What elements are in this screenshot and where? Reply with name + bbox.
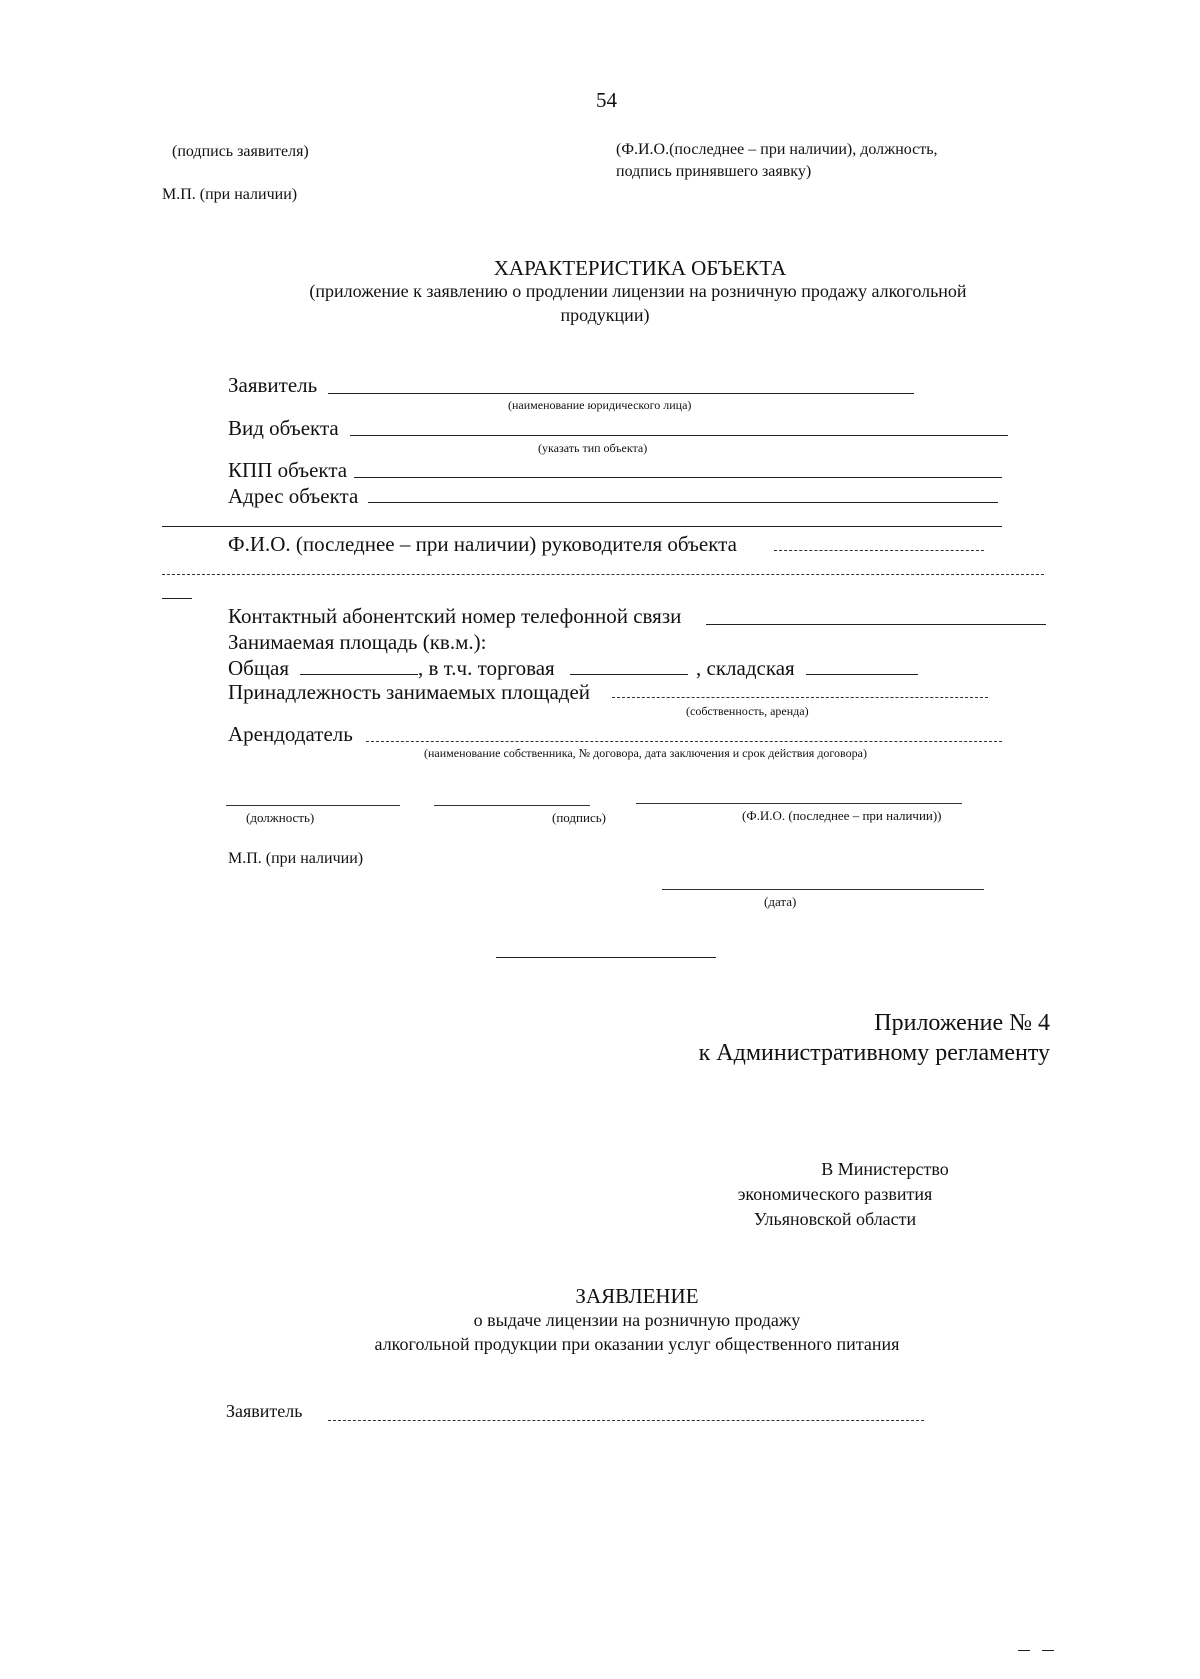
appendix-line2: к Административному регламенту — [698, 1040, 1050, 1066]
address-label: Адрес объекта — [228, 484, 359, 508]
phone-label: Контактный абонентский номер телефонной связи — [228, 604, 682, 628]
signature-line[interactable] — [434, 805, 590, 806]
object-type-line[interactable] — [350, 435, 1008, 436]
receiver-caption-line2: подпись принявшего заявку) — [616, 163, 812, 180]
addressee-line2: экономического развития — [737, 1184, 933, 1204]
address-line[interactable] — [368, 502, 998, 503]
area-trade-line[interactable] — [570, 674, 688, 675]
position-line[interactable] — [226, 805, 400, 806]
area-total-line[interactable] — [300, 674, 418, 675]
area-trade-label: , в т.ч. торговая — [418, 656, 555, 680]
landlord-line[interactable] — [366, 741, 1002, 742]
address-line-2[interactable] — [162, 526, 1002, 527]
characteristic-subtitle-line2: продукции) — [560, 305, 650, 325]
date-caption: (дата) — [764, 894, 797, 909]
addressee-line3: Ульяновской области — [753, 1209, 917, 1229]
receiver-caption-line1: (Ф.И.О.(последнее – при наличии), должность, — [616, 141, 938, 158]
object-type-label: Вид объекта — [228, 416, 339, 440]
area-storage-line[interactable] — [806, 674, 918, 675]
landlord-label: Арендодатель — [228, 722, 353, 746]
page-number: 54 — [596, 88, 617, 112]
phone-line[interactable] — [706, 624, 1046, 625]
position-caption: (должность) — [246, 810, 315, 825]
statement-applicant-line[interactable] — [328, 1420, 924, 1421]
applicant-hint: (наименование юридического лица) — [508, 398, 692, 412]
area-label: Занимаемая площадь (кв.м.): — [228, 630, 487, 654]
landlord-hint: (наименование собственника, № договора, дата заключения и срок действия договора) — [424, 746, 867, 760]
scan-mark — [1018, 1650, 1030, 1651]
kpp-label: КПП объекта — [228, 458, 348, 482]
manager-line[interactable] — [774, 550, 984, 551]
appendix-line1: Приложение № 4 — [874, 1010, 1050, 1036]
stamp-caption: М.П. (при наличии) — [162, 186, 298, 203]
section-divider — [496, 957, 716, 958]
fio-line[interactable] — [636, 803, 962, 804]
ownership-line[interactable] — [612, 697, 988, 698]
stamp-caption-2: М.П. (при наличии) — [228, 850, 364, 867]
statement-title: ЗАЯВЛЕНИЕ — [575, 1284, 699, 1308]
scan-mark — [1042, 1650, 1054, 1651]
applicant-line[interactable] — [328, 393, 914, 394]
kpp-line[interactable] — [354, 477, 1002, 478]
ownership-hint: (собственность, аренда) — [686, 704, 809, 718]
statement-line2: алкогольной продукции при оказании услуг общественного питания — [374, 1334, 900, 1354]
addressee-line1: В Министерство — [821, 1159, 949, 1179]
manager-line-2[interactable] — [162, 574, 1044, 575]
area-storage-label: , складская — [696, 656, 795, 680]
area-total-label: Общая — [228, 656, 290, 680]
statement-applicant-label: Заявитель — [226, 1401, 303, 1421]
object-type-hint: (указать тип объекта) — [538, 441, 648, 455]
characteristic-subtitle-line1: (приложение к заявлению о продлении лицензии на розничную продажу алкогольной — [309, 281, 967, 301]
manager-label: Ф.И.О. (последнее – при наличии) руководителя объекта — [228, 532, 737, 556]
signature-caption: (подпись) — [552, 810, 606, 825]
characteristic-title: ХАРАКТЕРИСТИКА ОБЪЕКТА — [493, 256, 787, 280]
fio-caption: (Ф.И.О. (последнее – при наличии)) — [742, 808, 942, 823]
date-line[interactable] — [662, 889, 984, 890]
ownership-label: Принадлежность занимаемых площадей — [228, 680, 591, 704]
applicant-signature-caption: (подпись заявителя) — [172, 143, 309, 160]
applicant-label: Заявитель — [228, 373, 318, 397]
statement-line1: о выдаче лицензии на розничную продажу — [473, 1310, 801, 1330]
manager-line-3[interactable] — [162, 598, 192, 599]
